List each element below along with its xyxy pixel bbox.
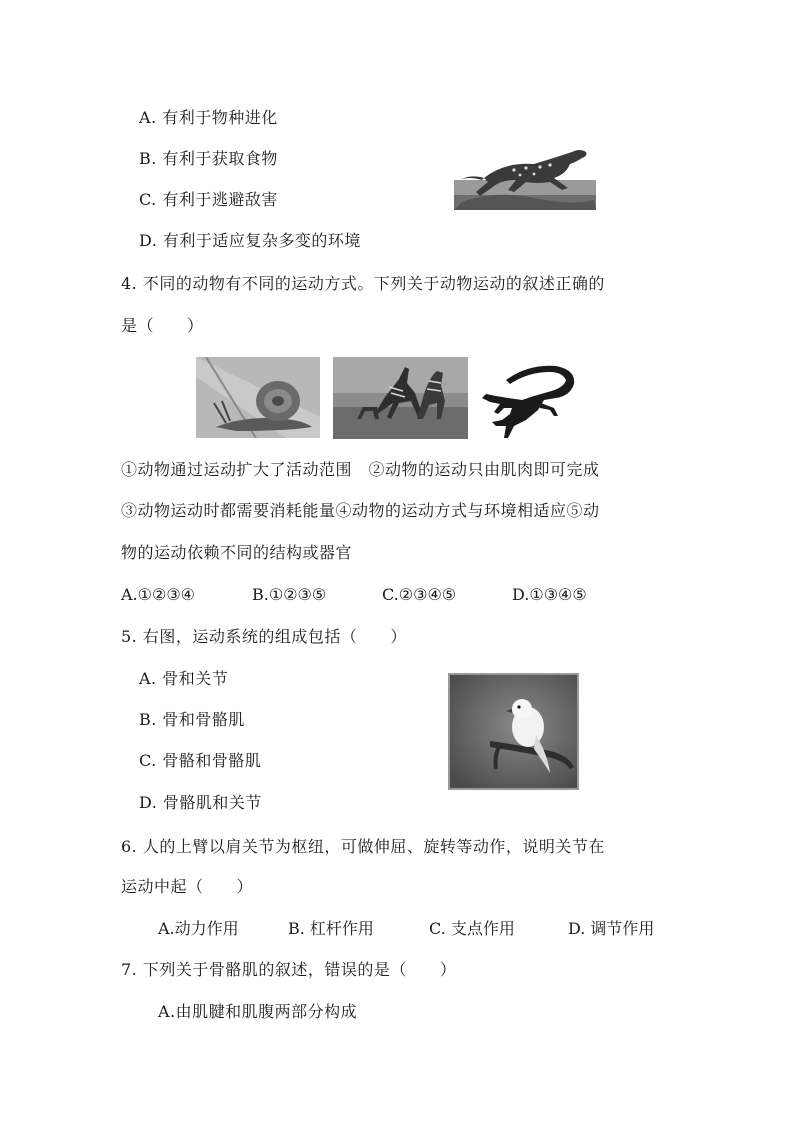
q4-statement-3: 物的运动依赖不同的结构或器官 [121,543,353,562]
q7-stem: 7. 下列关于骨骼肌的叙述，错误的是（ ） [121,960,457,979]
q5-option-d: D. 骨骼肌和关节 [139,793,262,812]
snail-photo [196,357,320,438]
q4-statement-1: ①动物通过运动扩大了活动范围 ②动物的运动只由肌肉即可完成 [121,460,600,479]
cheetah-photo [454,140,596,210]
q5-option-a: A. 骨和关节 [139,669,229,688]
q4-statement-2: ③动物运动时都需要消耗能量④动物的运动方式与环境相适应⑤动 [121,501,600,520]
q4-option-c: C.②③④⑤ [382,585,457,604]
lizard-photo [478,362,580,442]
bird-photo [448,673,579,790]
q6-option-a: A.动力作用 [158,919,239,938]
q6-option-c: C. 支点作用 [429,919,515,938]
q4-stem-line1: 4. 不同的动物有不同的运动方式。下列关于动物运动的叙述正确的 [121,274,605,293]
q6-option-d: D. 调节作用 [568,919,655,938]
q3-option-a: A. 有利于物种进化 [139,108,278,127]
q4-option-d: D.①③④⑤ [512,585,587,604]
q4-option-a: A.①②③④ [121,585,196,604]
q4-option-b: B.①②③⑤ [252,585,327,604]
q5-option-b: B. 骨和骨骼肌 [139,710,245,729]
q3-option-b: B. 有利于获取食物 [139,149,278,168]
q5-stem: 5. 右图，运动系统的组成包括（ ） [121,627,407,646]
q6-option-b: B. 杠杆作用 [288,919,374,938]
q6-stem-line2: 运动中起（ ） [121,877,254,896]
q6-stem-line1: 6. 人的上臂以肩关节为枢纽，可做伸屈、旋转等动作，说明关节在 [121,837,605,856]
q5-option-c: C. 骨骼和骨骼肌 [139,751,262,770]
zebras-photo [333,357,468,439]
q3-option-c: C. 有利于逃避敌害 [139,190,278,209]
q7-option-a: A.由肌腱和肌腹两部分构成 [158,1002,358,1021]
q4-stem-line2: 是（ ） [121,316,204,335]
q3-option-d: D. 有利于适应复杂多变的环境 [139,231,361,250]
